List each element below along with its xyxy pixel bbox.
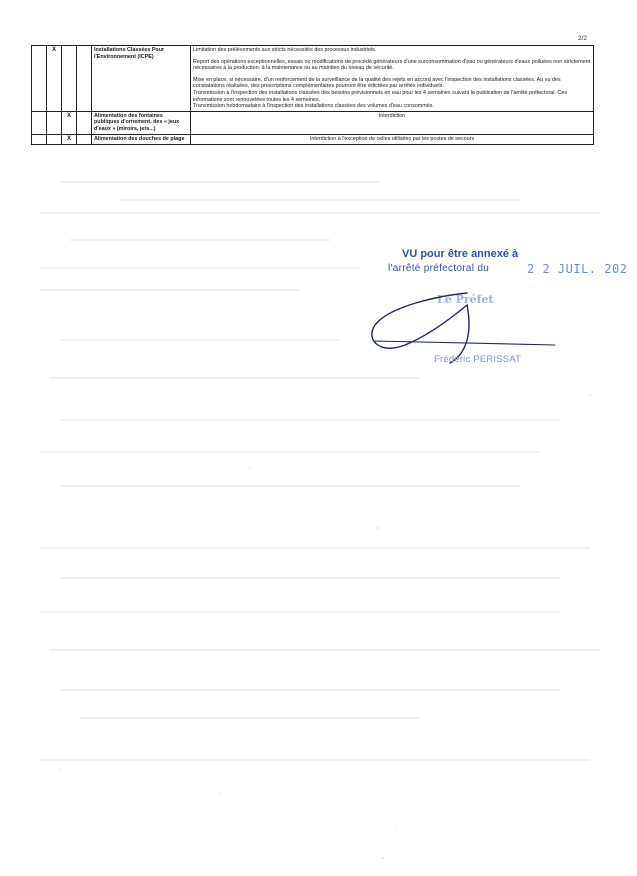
signatory-name: Frédéric PERISSAT (434, 354, 522, 365)
measure-text: Limitation des prélèvements aux stricts nécessités des processus industriels. (193, 47, 377, 53)
stamp-date: 2 2 JUIL. 202 (527, 262, 628, 276)
check-mark: X (66, 112, 71, 119)
measure-text: Interdiction à l'exception de celles utilisées par les postes de secours (191, 134, 594, 144)
check-mark: X (51, 47, 56, 53)
measure-text: Interdiction (191, 111, 594, 134)
usage-category: Alimentation des douches de plage (92, 134, 191, 144)
handwritten-signature (360, 285, 560, 365)
measure-text: Transmission à l'inspection des installations classées des besoins prévisionnels en eau pour les 4 semaines suivant la publication de l'arrêté préfectoral. Ces informations sont renouvelées toutes les 4 semaines. (193, 89, 568, 103)
stamp-line: l'arrêté préfectoral du (388, 263, 490, 274)
page-number: 2/2 (578, 35, 588, 42)
prefet-title: Le Préfet (437, 293, 494, 306)
check-mark: X (66, 135, 71, 142)
usage-category: Alimentation des fontaines publiques d'ornement, des « jeux d'eaux » (miroirs, jets...) (92, 111, 191, 134)
measure-text: Mise en place, si nécessaire, d'un renforcement de la surveillance de la qualité des rejets en accord avec l'inspection des installations classées. Au vu des constatations réalisées, des prescriptions complémentaires pourront être édictées par arrêtés individuels. (193, 76, 561, 90)
measure-text: Transmission hebdomadaire à l'inspection des installations classées des volumes d'eau consommés. (193, 103, 434, 110)
usage-category: Installations Classées Pour l'Environnement (ICPE) (92, 46, 191, 112)
stamp-line: VU pour être annexé à (402, 248, 519, 260)
measure-text: Report des opérations exceptionnelles, essais ou modifications de procédé générateurs d'une surconsommation d'eau ou générateurs d'eaux polluées non strictement nécessaires à la production, à la maintenance ou au maintien du niveau de sécurité. (193, 58, 591, 72)
